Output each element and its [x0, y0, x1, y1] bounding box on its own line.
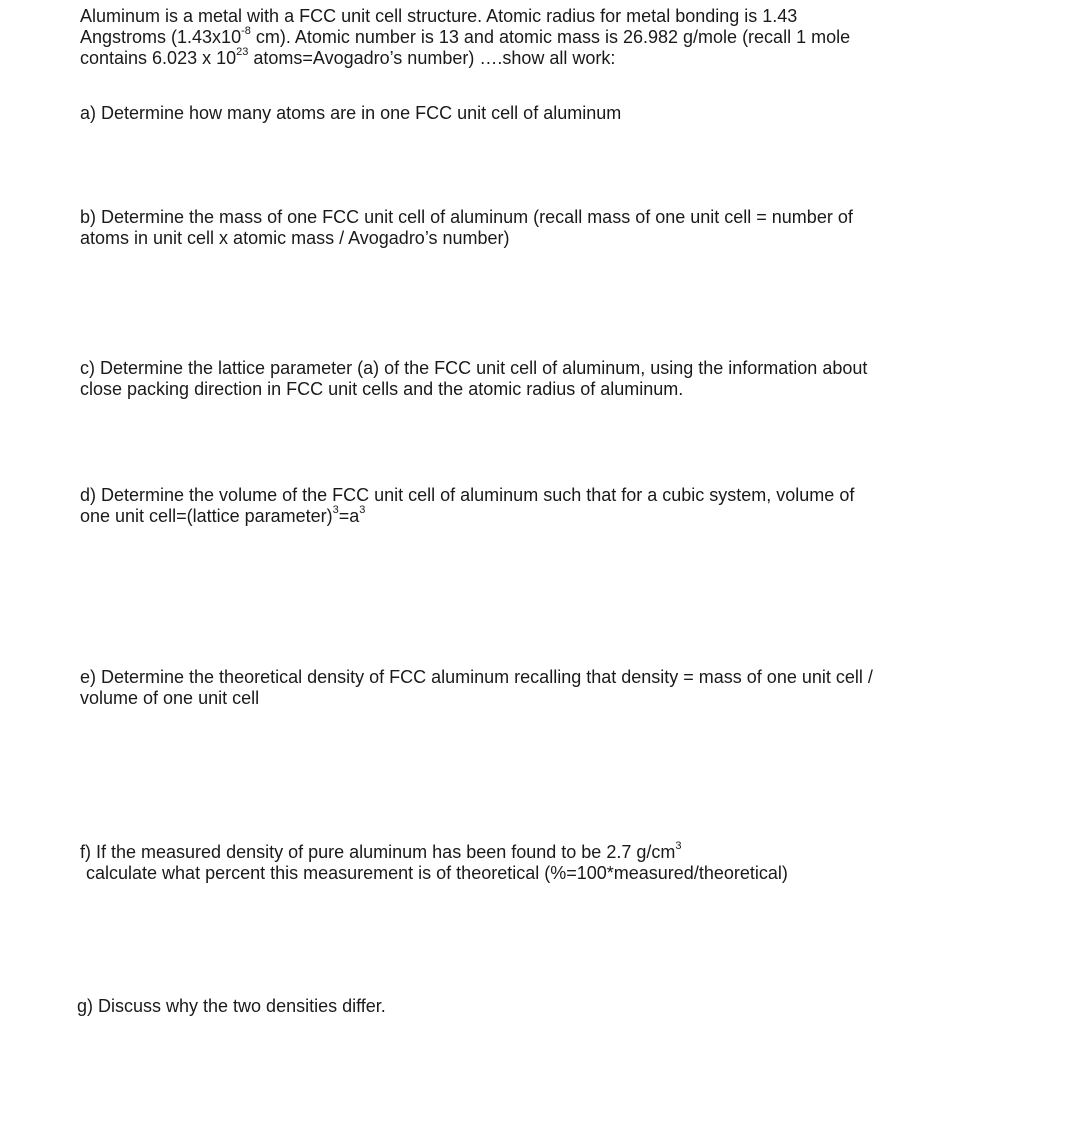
question-d-line-2	[80, 506, 1040, 527]
question-f	[80, 842, 1040, 884]
question-d	[80, 485, 1040, 527]
question-b-line-2: atoms in unit cell x atomic mass / Avogadro’s number)	[80, 228, 510, 248]
question-f-line-1-text: f) If the measured density of pure aluminum has been found to be 2.7 g/cm	[80, 842, 676, 862]
question-c	[80, 358, 1040, 400]
question-c-line-1: c) Determine the lattice parameter (a) of the FCC unit cell of aluminum, using the information about	[80, 358, 868, 378]
question-g-line-1: g) Discuss why the two densities differ.	[77, 996, 386, 1016]
question-c-line-2: close packing direction in FCC unit cells and the atomic radius of aluminum.	[80, 379, 684, 399]
intro-line-3-text: contains 6.023 x 10	[80, 48, 237, 68]
question-d-exponent-2: 3	[359, 504, 366, 516]
question-d-line-2-mid: =a	[338, 506, 360, 526]
problem-intro	[80, 6, 1040, 69]
intro-line-2-text-end: cm). Atomic number is 13 and atomic mass is 26.982 g/mole (recall 1 mole	[250, 27, 851, 47]
question-f-exponent: 3	[675, 840, 682, 852]
question-d-line-1: d) Determine the volume of the FCC unit cell of aluminum such that for a cubic system, volume of	[80, 485, 855, 505]
question-b-line-1: b) Determine the mass of one FCC unit cell of aluminum (recall mass of one unit cell = number of	[80, 207, 853, 227]
intro-line-1: Aluminum is a metal with a FCC unit cell structure. Atomic radius for metal bonding is 1.43	[80, 6, 798, 26]
intro-line-2-text: Angstroms (1.43x10	[80, 27, 242, 47]
question-g	[77, 996, 1037, 1017]
question-a	[80, 103, 1040, 124]
question-a-line-1: a) Determine how many atoms are in one FCC unit cell of aluminum	[80, 103, 622, 123]
question-f-line-1	[80, 842, 1040, 863]
intro-line-2-exponent: -8	[241, 25, 251, 37]
question-e-line-2: volume of one unit cell	[80, 688, 260, 708]
intro-line-3-text-end: atoms=Avogadro’s number) ….show all work:	[248, 48, 616, 68]
question-f-line-2: calculate what percent this measurement is of theoretical (%=100*measured/theoretical)	[86, 863, 788, 883]
question-d-line-2-text: one unit cell=(lattice parameter)	[80, 506, 333, 526]
intro-line-3	[80, 48, 1040, 69]
question-d-exponent-1: 3	[332, 504, 339, 516]
question-e-line-1: e) Determine the theoretical density of FCC aluminum recalling that density = mass of one unit cell /	[80, 667, 873, 687]
question-b	[80, 207, 1040, 249]
intro-line-2	[80, 27, 1040, 48]
question-e	[80, 667, 1040, 709]
intro-line-3-exponent: 23	[236, 46, 249, 58]
